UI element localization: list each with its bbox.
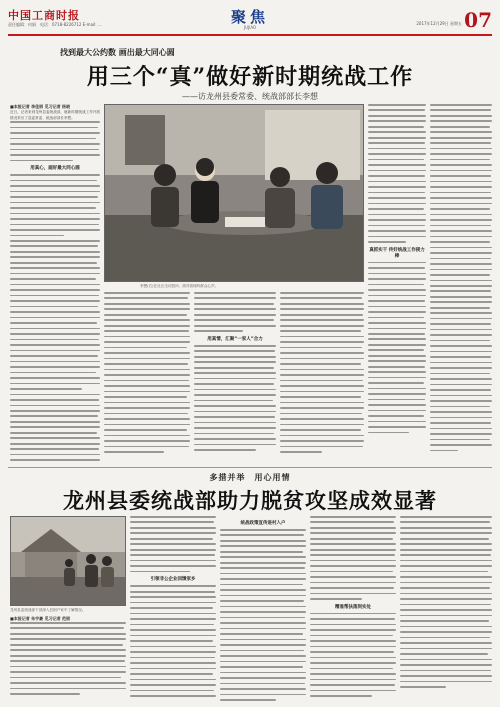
bottom-story-photo-caption: 龙州县委统战部干部深入贫困户家中了解情况。 bbox=[10, 608, 86, 612]
top-story-photo-caption: 李想(右)在社区走访慰问，面对面倾听群众心声。 bbox=[140, 284, 219, 288]
section-divider bbox=[8, 467, 492, 468]
top-story-subhead-1: 用真心，画好最大同心圆 bbox=[30, 166, 80, 172]
body-text-block bbox=[220, 529, 306, 701]
body-text-block bbox=[368, 104, 426, 243]
top-story-column-1 bbox=[10, 104, 100, 464]
top-story-subhead-3: 真抓实干 传好统战工作接力棒 bbox=[369, 247, 425, 259]
top-story-intro: 近日，记者来到龙州县委统战部，就新时期统战工作开展情况采访了县委常委、统战部部长李想。 bbox=[10, 110, 100, 120]
bottom-story-subhead-3: 精准帮扶落到实处 bbox=[335, 604, 371, 610]
body-text-block bbox=[368, 262, 426, 434]
top-story-subhead-2: 用真情，汇聚“一家人”合力 bbox=[207, 336, 263, 342]
bottom-story-subhead-2: 统战政策宣传进村入户 bbox=[240, 521, 286, 526]
bottom-story-headline: 龙州县委统战部助力脱贫攻坚成效显著 bbox=[63, 488, 437, 513]
body-text-block bbox=[194, 292, 276, 332]
bottom-story-subhead-1: 引领非公企业回馈家乡 bbox=[150, 577, 196, 583]
meeting-photo-illustration bbox=[105, 105, 364, 282]
body-text-block bbox=[400, 516, 492, 688]
body-text-block bbox=[130, 516, 216, 572]
bottom-story-column-2 bbox=[130, 516, 216, 701]
body-text-block bbox=[104, 292, 190, 453]
top-story-column-4 bbox=[280, 292, 364, 464]
bottom-story-column-5 bbox=[400, 516, 492, 701]
masthead bbox=[8, 6, 492, 36]
issue-date: 2017年12月29日 星期五 bbox=[416, 21, 462, 26]
body-text-block bbox=[310, 516, 396, 600]
body-text-block bbox=[310, 613, 396, 697]
body-text-block bbox=[10, 121, 100, 161]
section-subtitle: JUJIAO bbox=[243, 25, 257, 30]
paper-name: 中国工商时报 bbox=[8, 9, 80, 22]
top-story-column-3 bbox=[194, 292, 276, 464]
body-text-block bbox=[430, 104, 492, 451]
body-text-block bbox=[10, 622, 126, 695]
bottom-story-photo bbox=[10, 516, 126, 606]
body-text-block bbox=[194, 345, 276, 451]
top-story-column-6 bbox=[430, 104, 492, 464]
top-story-subhead: ——访龙州县委常委、统战部部长李想 bbox=[182, 92, 318, 101]
bottom-story-column-1 bbox=[10, 616, 126, 701]
bottom-story-column-3 bbox=[220, 516, 306, 701]
body-text-block bbox=[280, 292, 364, 453]
page-number: 07 bbox=[464, 8, 492, 32]
top-story-headline: 用三个“真”做好新时期统战工作 bbox=[86, 64, 414, 90]
village-visit-photo-illustration bbox=[11, 517, 126, 606]
top-story-column-5 bbox=[368, 104, 426, 464]
top-story-byline: ■本报记者 李佳丽 见习记者 杨晓 bbox=[10, 104, 70, 109]
paper-meta: 责任编辑：何娟 电话：0718-8226712 E-mail: ... bbox=[8, 22, 102, 27]
bottom-story-byline: ■本报记者 朱宇豪 见习记者 范丽 bbox=[10, 616, 70, 621]
top-story-column-2 bbox=[104, 292, 190, 464]
top-story-photo bbox=[104, 104, 364, 282]
bottom-story-column-4 bbox=[310, 516, 396, 701]
top-story-kicker: 找到最大公约数 画出最大同心圆 bbox=[60, 47, 175, 57]
body-text-block bbox=[10, 174, 100, 464]
section-name: 聚焦 bbox=[230, 8, 269, 26]
bottom-story-kicker: 多措并举 用心用情 bbox=[209, 472, 291, 482]
body-text-block bbox=[130, 585, 216, 701]
